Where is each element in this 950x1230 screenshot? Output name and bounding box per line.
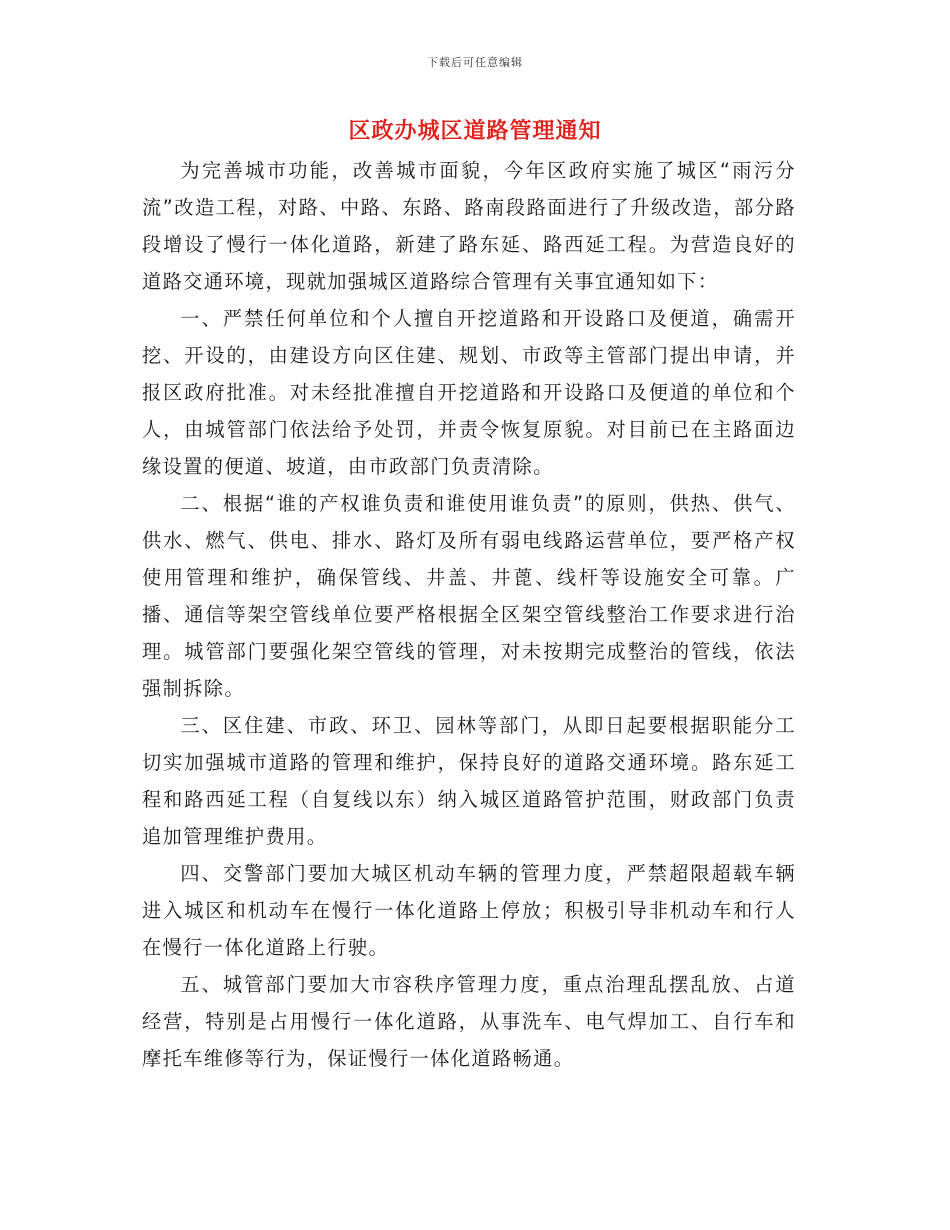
document-title: 区政办城区道路管理通知 — [348, 119, 602, 144]
paragraph-item-4: 四、交警部门要加大城区机动车辆的管理力度，严禁超限超载车辆进入城区和机动车在慢行一体化道路上停放；积极引导非机动车和行人在慢行一体化道路上行驶。 — [142, 862, 796, 959]
paragraph-item-3: 三、区住建、市政、环卫、园林等部门，从即日起要根据职能分工切实加强城市道路的管理和维护，保持良好的道路交通环境。路东延工程和路西延工程（自复线以东）纳入城区道路管护范围，财政部门负责追加管理维护费用。 — [142, 714, 796, 848]
paragraph-item-1: 一、严禁任何单位和个人擅自开挖道路和开设路口及便道，确需开挖、开设的，由建设方向区住建、规划、市政等主管部门提出申请，并报区政府批准。对未经批准擅自开挖道路和开设路口及便道的单位和个人，由城管部门依法给予处罚，并责令恢复原貌。对目前已在主路面边缘设置的便道、坡道，由市政部门负责清除。 — [142, 307, 796, 478]
header-note: 下载后可任意编辑 — [427, 56, 523, 69]
document-body — [142, 152, 796, 1077]
paragraph-item-2: 二、根据“谁的产权谁负责和谁使用谁负责”的原则，供热、供气、供水、燃气、供电、排水、路灯及所有弱电线路运营单位，要严格产权使用管理和维护，确保管线、井盖、井蓖、线杆等设施安全可靠。广播、通信等架空管线单位要严格根据全区架空管线整治工作要求进行治理。城管部门要强化架空管线的管理，对未按期完成整治的管线，依法强制拆除。 — [142, 492, 796, 700]
paragraph-item-5: 五、城管部门要加大市容秩序管理力度，重点治理乱摆乱放、占道经营，特别是占用慢行一体化道路，从事洗车、电气焊加工、自行车和摩托车维修等行为，保证慢行一体化道路畅通。 — [142, 973, 796, 1070]
paragraph-intro: 为完善城市功能，改善城市面貌，今年区政府实施了城区“雨污分流”改造工程，对路、中路、东路、路南段路面进行了升级改造，部分路段增设了慢行一体化道路，新建了路东延、路西延工程。为营造良好的道路交通环境，现就加强城区道路综合管理有关事宜通知如下： — [142, 159, 796, 293]
